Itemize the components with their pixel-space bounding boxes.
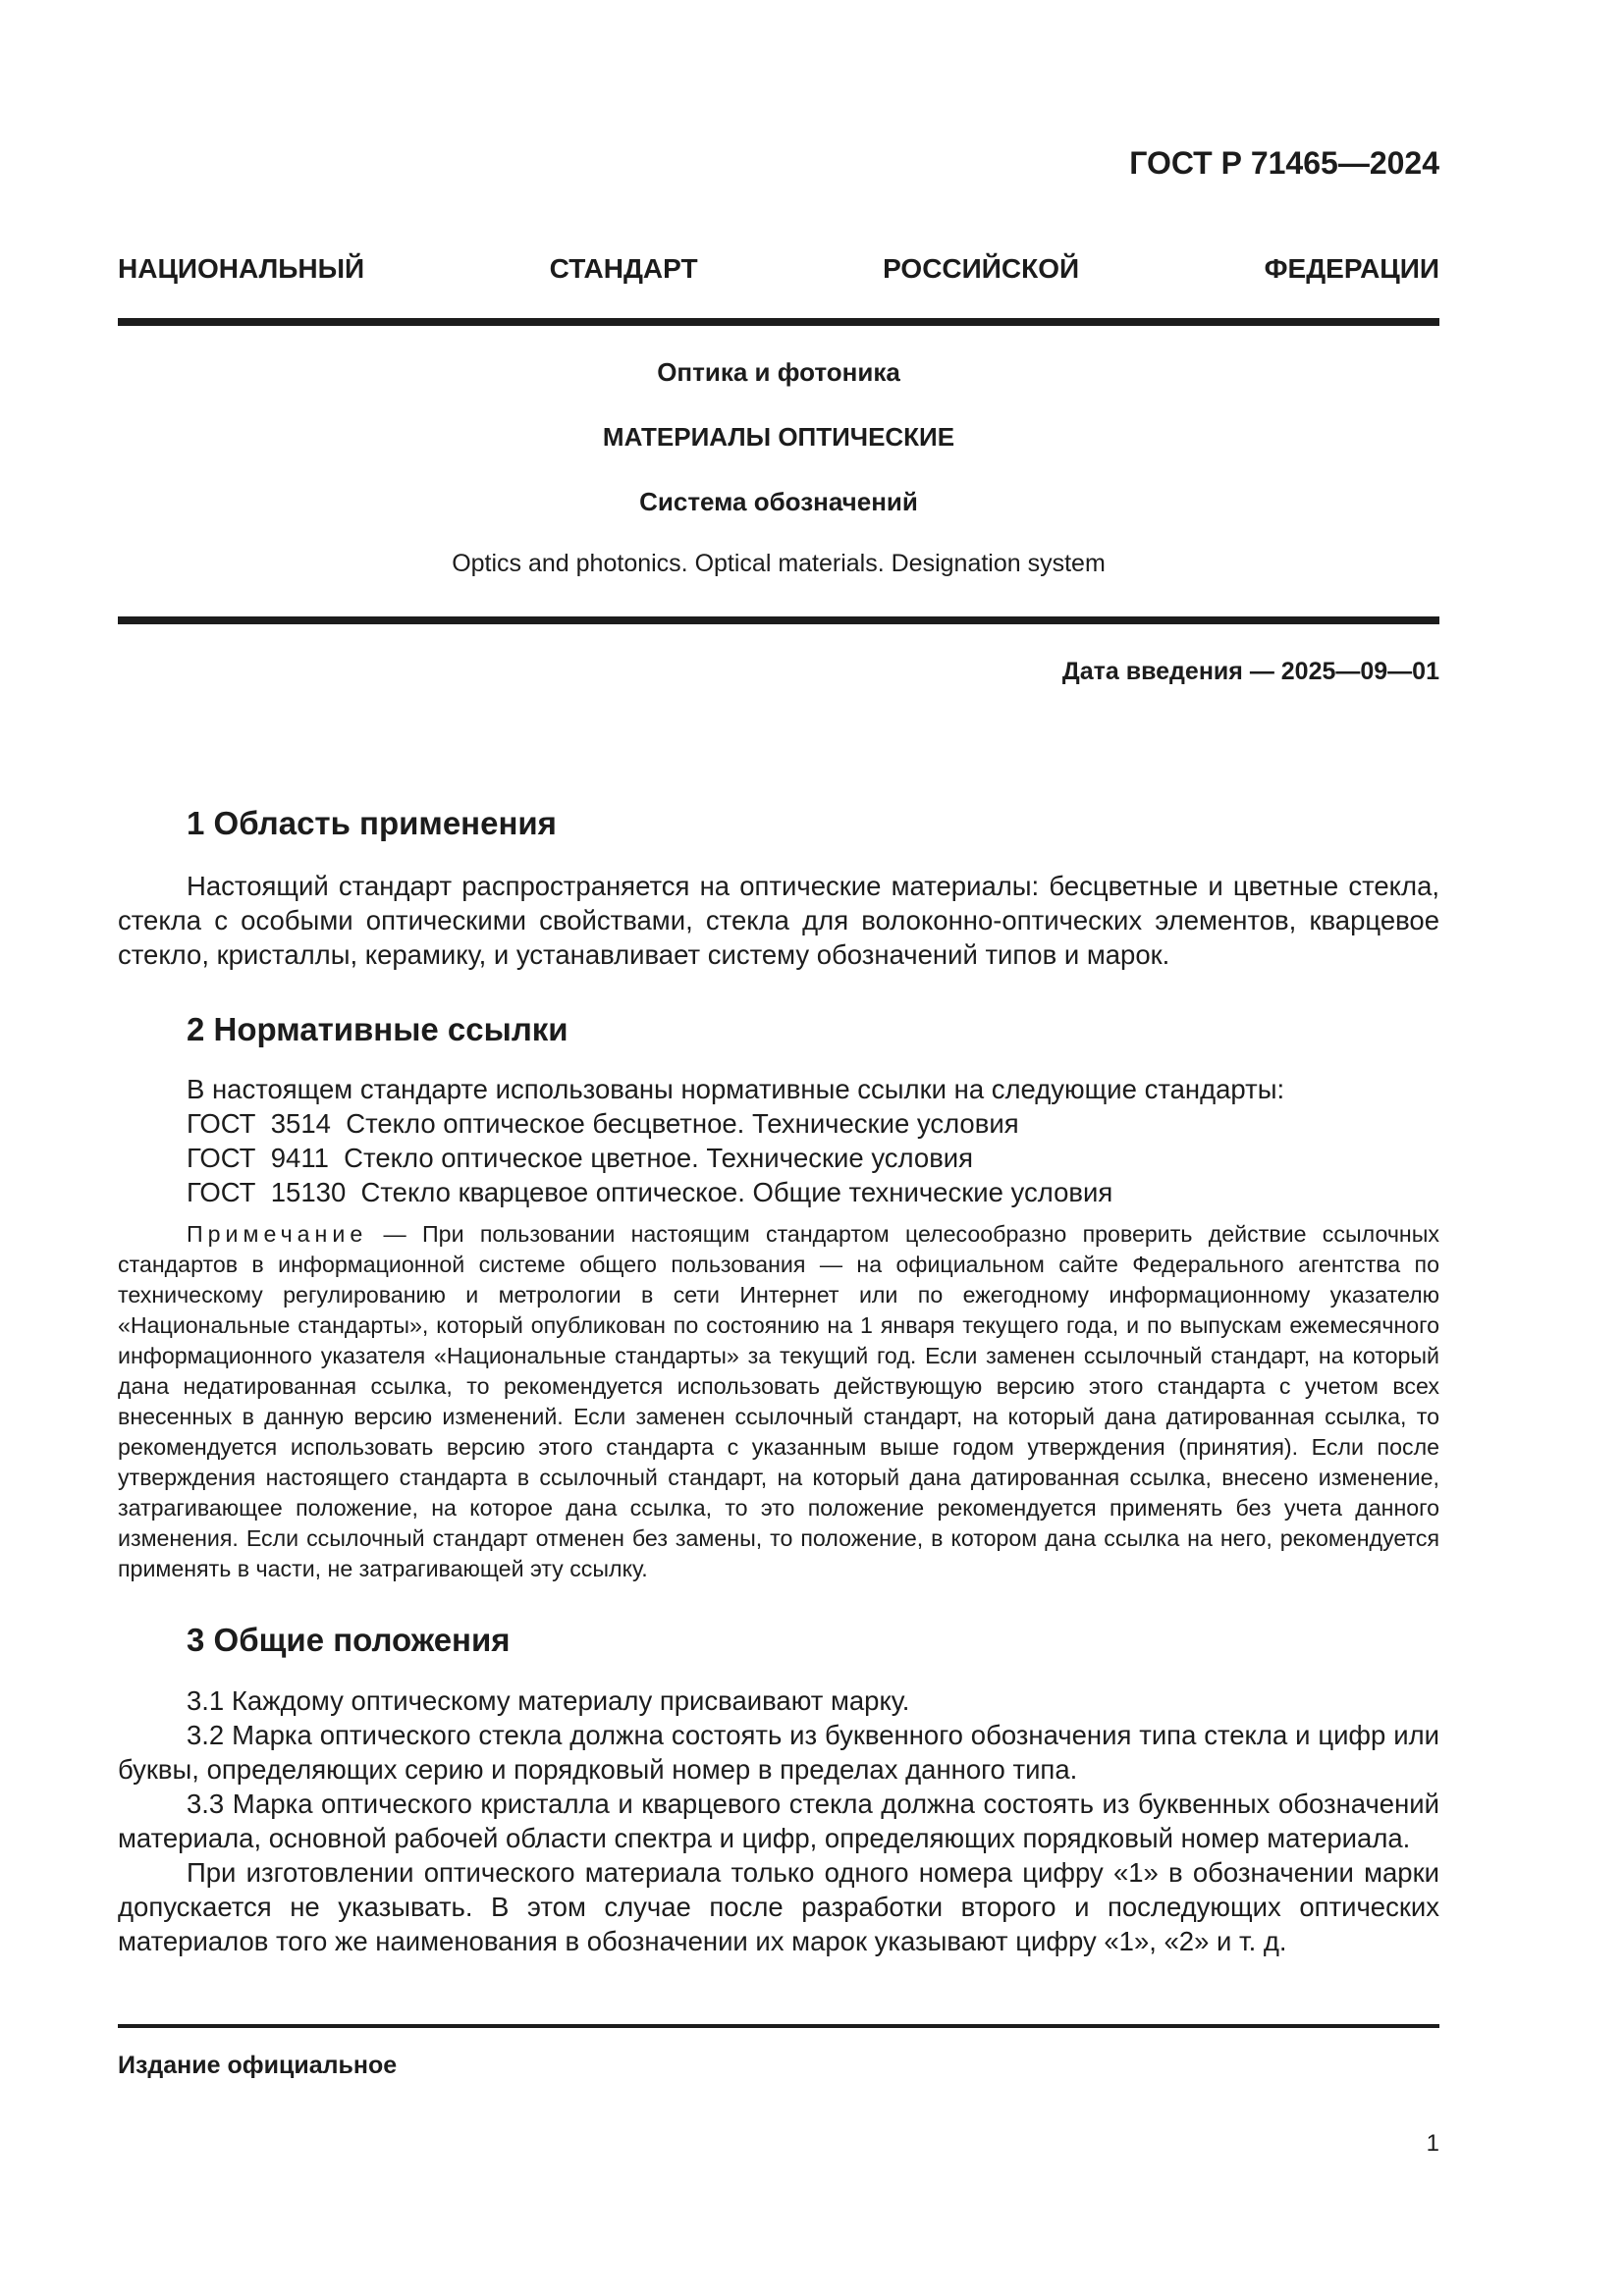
note-text: — При пользовании настоящим стандартом целесообразно проверить действие ссылочных стандартов в информационной системе общего пользования — на официальном сайте Федерального агентства по техническому регулированию и метрологии в сети Интернет или по ежегодному информационному указателю «Национальные стандарты», который опубликован по состоянию на 1 января текущего года, и по выпускам ежемесячного информационного указателя «Национальные стандарты» за текущий год. Если заменен ссылочный стандарт, на который дана недатированная ссылка, то рекомендуется использовать действующую версию этого стандарта с учетом всех внесенных в данную версию изменений. Если заменен ссылочный стандарт, на который дана датированная ссылка, то рекомендуется использовать версию этого стандарта с указанным выше годом утверждения (принятия). Если после утверждения настоящего стандарта в ссылочный стандарт, на который дана датированная ссылка, внесено изменение, затрагивающее положение, на которое дана ссылка, то это положение рекомендуется применять без учета данного изменения. Если ссылочный стандарт отменен без замены, то положение, в котором дана ссылка на него, рекомендуется применять в части, не затрагивающей эту ссылку. <box>118 1221 1439 1581</box>
footer-rule <box>118 2024 1439 2028</box>
section-1-paragraph: Настоящий стандарт распространяется на оптические материалы: бесцветные и цветные стекла, стекла с особыми оптическими свойствами, стекла для волоконно-оптических элементов, кварцевое стекло, кристаллы, керамику, и устанавливает систему обозначений типов и марок. <box>118 871 1439 970</box>
clause-3-3-note: При изготовлении оптического материала только одного номера цифру «1» в обозначении марки допускается не указывать. В этом случае после разработки второго и последующих оптических материалов того же наименования в обозначении их марок указывают цифру «1», «2» и т. д. <box>118 1857 1439 1956</box>
header-rule <box>118 318 1439 326</box>
section-3-body <box>118 1683 1439 1958</box>
official-edition-label: Издание официальное <box>118 2052 398 2079</box>
reference-item: ГОСТ 9411 Стекло оптическое цветное. Технические условия <box>187 1143 974 1173</box>
clause-3-2: 3.2 Марка оптического стекла должна состоять из буквенного обозначения типа стекла и цифр или буквы, определяющих серию и порядковый номер в пределах данного типа. <box>118 1720 1439 1785</box>
section-1-body <box>118 869 1439 972</box>
national-standard-title: НАЦИОНАЛЬНЫЙ СТАНДАРТ РОССИЙСКОЙ ФЕДЕРАЦИИ <box>118 253 1439 284</box>
clause-3-1: 3.1 Каждому оптическому материалу присваивают марку. <box>187 1685 910 1716</box>
clause-3-3: 3.3 Марка оптического кристалла и кварцевого стекла должна состоять из буквенных обозначений материала, основной рабочей области спектра и цифр, определяющих порядковый номер материала. <box>118 1789 1439 1853</box>
references-intro: В настоящем стандарте использованы нормативные ссылки на следующие стандарты: <box>187 1074 1285 1104</box>
title-rule <box>118 616 1439 624</box>
note-label: Примечание <box>187 1221 368 1247</box>
standard-code: ГОСТ Р 71465—2024 <box>1129 145 1439 181</box>
section-3-heading: 3 Общие положения <box>187 1622 511 1658</box>
normative-references <box>187 1072 1284 1209</box>
title-line-1: Оптика и фотоника <box>657 357 900 387</box>
reference-item: ГОСТ 15130 Стекло кварцевое оптическое. Общие технические условия <box>187 1177 1113 1207</box>
page-number: 1 <box>1426 2130 1439 2157</box>
english-title: Optics and photonics. Optical materials. Designation system <box>452 550 1106 577</box>
section-2-heading: 2 Нормативные ссылки <box>187 1011 568 1047</box>
title-line-2: МАТЕРИАЛЫ ОПТИЧЕСКИЕ <box>602 422 955 452</box>
references-note <box>118 1219 1439 1584</box>
section-1-heading: 1 Область применения <box>187 805 557 841</box>
introduction-date: Дата введения — 2025—09—01 <box>1061 658 1439 685</box>
title-line-3: Система обозначений <box>639 487 918 516</box>
reference-item: ГОСТ 3514 Стекло оптическое бесцветное. Технические условия <box>187 1108 1019 1139</box>
